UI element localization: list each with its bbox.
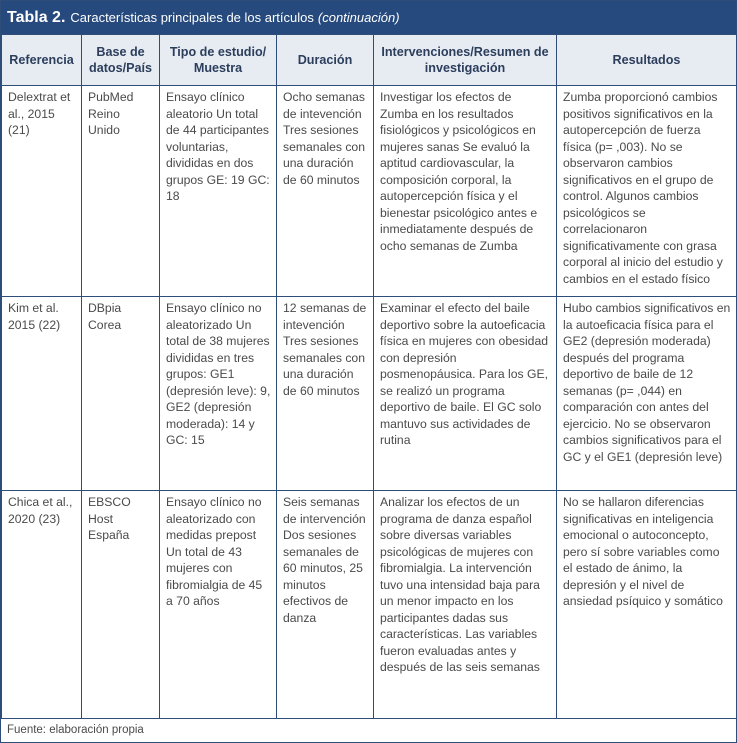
cell-resultados: Hubo cambios significativos en la autoeficacia física para el GE2 (depresión moderada) después del programa deportivo de baile de 12 semanas (p= ,044) en comparación con antes del ejercicio. No se observaron cambios significativos para el GC y el GE1 (depresión leve) xyxy=(557,297,737,491)
table-continuation: (continuación) xyxy=(317,10,400,25)
table-row xyxy=(2,297,737,491)
table-title-bar xyxy=(1,1,736,34)
header-referencia: Referencia xyxy=(2,35,82,86)
cell-intervenciones: Investigar los efectos de Zumba en los resultados fisiológicos y psicológicos en mujeres sanas Se evaluó la aptitud cardiovascular, la composición corporal, la autopercepción física y el bienestar psicológico antes e inmediatamente después de ocho semanas de Zumba xyxy=(374,86,557,297)
header-base-datos: Base de datos/País xyxy=(82,35,160,86)
cell-tipo: Ensayo clínico no aleatorizado Un total de 38 mujeres divididas en tres grupos: GE1 (depresión leve): 9, GE2 (depresión moderada): 14 y GC: 15 xyxy=(160,297,277,491)
cell-referencia: Chica et al., 2020 (23) xyxy=(2,491,82,719)
cell-duracion: 12 semanas de intevención Tres sesiones semanales con una duración de 60 minutos xyxy=(277,297,374,491)
cell-tipo: Ensayo clínico aleatorio Un total de 44 participantes voluntarias, divididas en dos grupos GE: 19 GC: 18 xyxy=(160,86,277,297)
cell-base: EBSCO Host España xyxy=(82,491,160,719)
table-caption: Características principales de los artículos xyxy=(70,10,314,25)
cell-intervenciones: Examinar el efecto del baile deportivo sobre la autoeficacia física en mujeres con obesidad con depresión posmenopáusica. Para los GE, se realizó un programa deportivo de baile. El GC solo mantuvo sus actividades de rutina xyxy=(374,297,557,491)
table-row xyxy=(2,491,737,719)
cell-duracion: Ocho semanas de intevención Tres sesiones semanales con una duración de 60 minutos xyxy=(277,86,374,297)
table-header-row xyxy=(2,35,737,86)
cell-resultados: Zumba proporcionó cambios positivos significativos en la autopercepción de fuerza física (p= ,003). No se observaron cambios significativos en el grupo de control. Algunos cambios psicológicos se correlacionaron significativamente con grasa corporal al inicio del estudio y cambios en el estado físico xyxy=(557,86,737,297)
header-tipo-estudio: Tipo de estudio/ Muestra xyxy=(160,35,277,86)
header-duracion: Duración xyxy=(277,35,374,86)
header-intervenciones: Intervenciones/Resumen de investigación xyxy=(374,35,557,86)
table-label: Tabla 2. xyxy=(7,8,66,26)
cell-base: PubMed Reino Unido xyxy=(82,86,160,297)
cell-tipo: Ensayo clínico no aleatorizado con medidas prepost Un total de 43 mujeres con fibromialgia de 45 a 70 años xyxy=(160,491,277,719)
cell-base: DBpia Corea xyxy=(82,297,160,491)
cell-referencia: Delextrat et al., 2015 (21) xyxy=(2,86,82,297)
table-row xyxy=(2,86,737,297)
articles-table xyxy=(1,34,737,719)
table-footer: Fuente: elaboración propia xyxy=(7,723,144,736)
cell-intervenciones: Analizar los efectos de un programa de danza español sobre diversas variables psicológicas de mujeres con fibromialgia. La intervención tuvo una intensidad baja para un menor impacto en los participantes dadas sus características. Las variables fueron evaluadas antes y después de las seis semanas xyxy=(374,491,557,719)
cell-resultados: No se hallaron diferencias significativas en inteligencia emocional o autoconcepto, pero sí sobre variables como el estado de ánimo, la depresión y el nivel de ansiedad psíquico y somático xyxy=(557,491,737,719)
header-resultados: Resultados xyxy=(557,35,737,86)
cell-referencia: Kim et al. 2015 (22) xyxy=(2,297,82,491)
cell-duracion: Seis semanas de intervención Dos sesiones semanales de 60 minutos, 25 minutos efectivos de danza xyxy=(277,491,374,719)
